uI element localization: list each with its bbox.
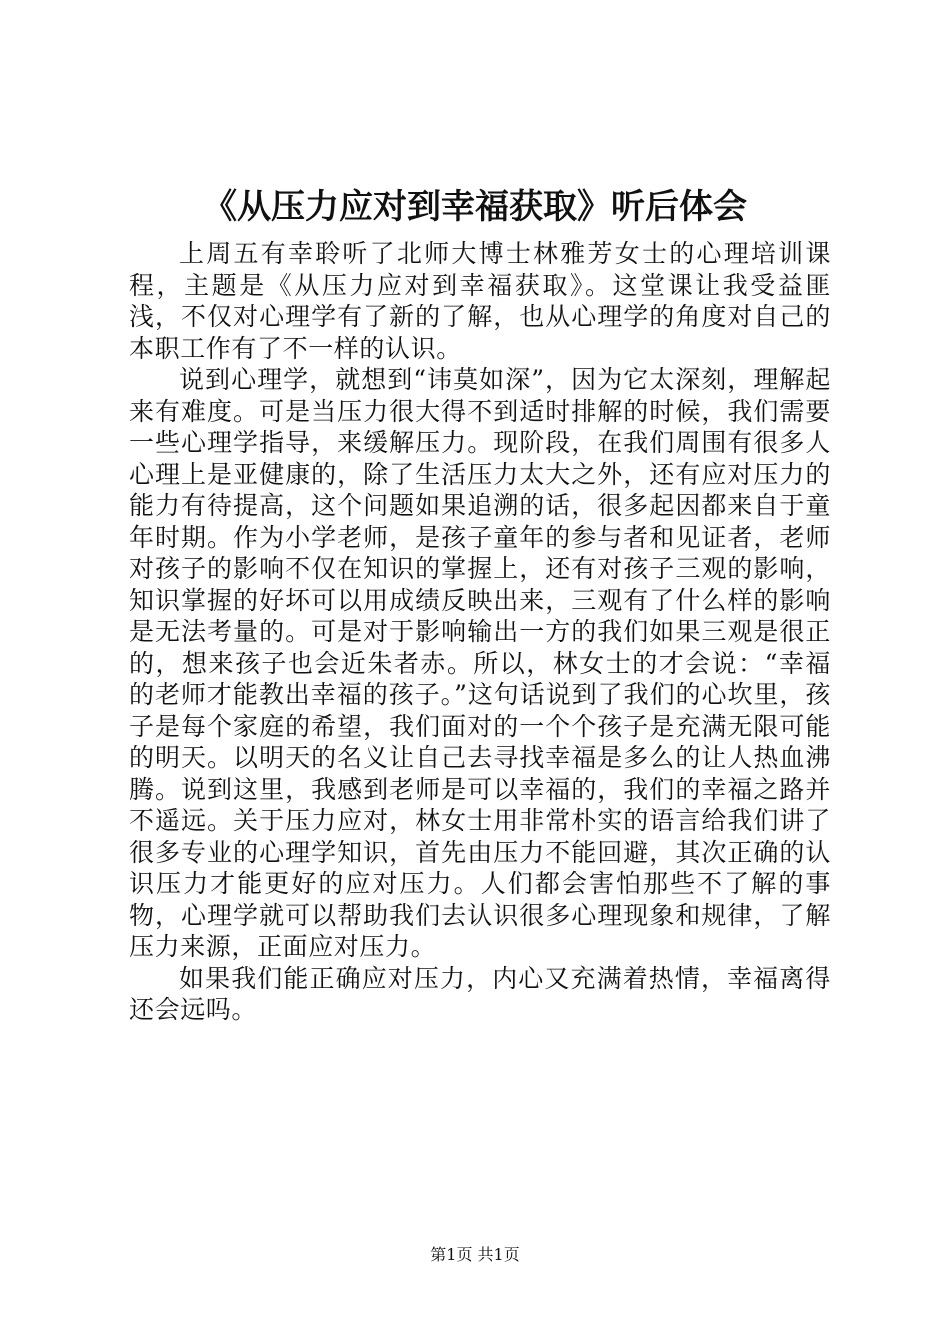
paragraph-conclusion: 如果我们能正确应对压力，内心又充满着热情，幸福离得还会远吗。 [129, 963, 831, 1024]
document-body [129, 238, 831, 1026]
paragraph-main: 说到心理学，就想到“讳莫如深”，因为它太深刻，理解起来有难度。可是当压力很大得不到适时排解的时候，我们需要一些心理学指导，来缓解压力。现阶段，在我们周围有很多人心理上是亚健康的，除了生活压力太大之外，还有应对压力的能力有待提高，这个问题如果追溯的话，很多起因都来自于童年时期。作为小学老师，是孩子童年的参与者和见证者，老师对孩子的影响不仅在知识的掌握上，还有对孩子三观的影响，知识掌握的好坏可以用成绩反映出来，三观有了什么样的影响是无法考量的。可是对于影响输出一方的我们如果三观是很正的，想来孩子也会近朱者赤。所以，林女士的才会说：“幸福的老师才能教出幸福的孩子。”这句话说到了我们的心坎里，孩子是每个家庭的希望，我们面对的一个个孩子是充满无限可能的明天。以明天的名义让自己去寻找幸福是多么的让人热血沸腾。说到这里，我感到老师是可以幸福的，我们的幸福之路并不遥远。关于压力应对，林女士用非常朴实的语言给我们讲了很多专业的心理学知识，首先由压力不能回避，其次正确的认识压力才能更好的应对压力。人们都会害怕那些不了解的事物，心理学就可以帮助我们去认识很多心理现象和规律，了解压力来源，正面应对压力。 [129, 365, 831, 961]
page-number-footer: 第1页 共1页 [430, 1245, 520, 1264]
paragraph-intro: 上周五有幸聆听了北师大博士林雅芳女士的心理培训课程，主题是《从压力应对到幸福获取》。这堂课让我受益匪浅，不仅对心理学有了新的了解，也从心理学的角度对自己的本职工作有了不一样的认识。 [129, 239, 831, 363]
document-title: 《从压力应对到幸福获取》听后体会 [203, 187, 747, 227]
